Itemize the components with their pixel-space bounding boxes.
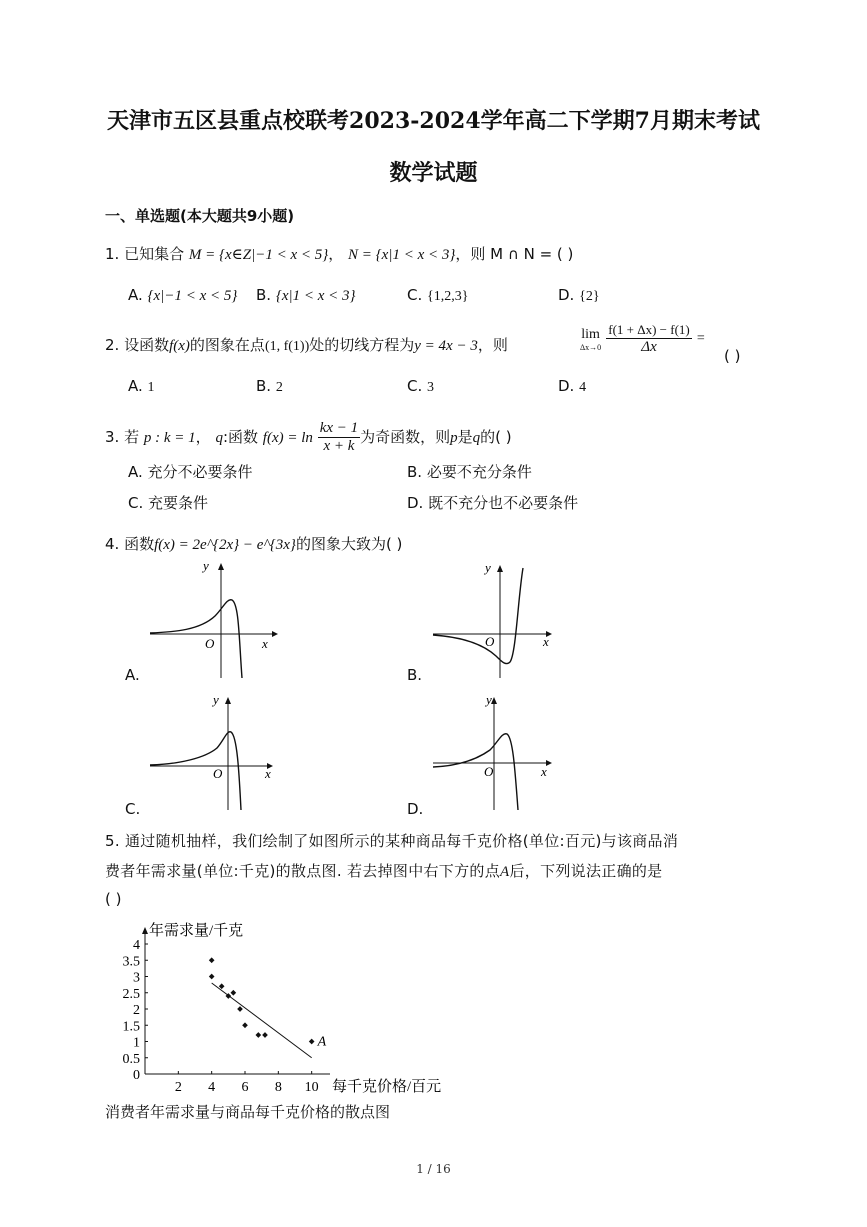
paper-subtitle: 数学试题 — [389, 160, 478, 186]
q4-option-a: A. — [125, 666, 140, 684]
lim-sub: Δx→0 — [580, 342, 602, 352]
q1-option-d — [558, 286, 600, 305]
curve — [433, 734, 518, 810]
q3-option-b — [407, 461, 532, 482]
question-2-stem — [105, 334, 508, 355]
scatter-point — [219, 983, 225, 989]
y-tick-label: 0 — [133, 1068, 140, 1083]
x-arrow — [546, 760, 552, 766]
y-axis-label: 年需求量/千克 — [149, 923, 244, 939]
curve — [150, 732, 241, 810]
x-label: x — [262, 636, 268, 651]
q4-graph-b — [428, 558, 558, 682]
x-label: x — [541, 764, 547, 779]
curve — [433, 568, 523, 664]
x-axis-label: 每千克价格/百元 — [332, 1079, 442, 1095]
option-label: D. — [558, 286, 575, 304]
scatter-chart — [105, 915, 455, 1100]
q2-option-a — [128, 377, 155, 396]
q2-text: 处的切线方程为 — [309, 336, 415, 354]
q2-point: (1, f(1)) — [264, 339, 310, 354]
q1-suffix: ，则 M ∩ N = ( ) — [455, 245, 574, 263]
q4-graph-a — [145, 558, 280, 682]
option-text: 充分不必要条件 — [147, 463, 253, 481]
page-number: 1 / 16 — [416, 1162, 451, 1176]
q2-text: ，则 — [477, 336, 508, 354]
option-text: 既不充分也不必要条件 — [428, 494, 579, 512]
y-tick-label: 3 — [133, 970, 140, 986]
q4-option-d: D. — [407, 800, 424, 818]
y-tick-label: 0.5 — [122, 1051, 140, 1067]
question-1-stem — [105, 243, 573, 264]
y-label: y — [485, 560, 491, 575]
frac-den: Δx — [641, 339, 657, 355]
x-tick-label: 8 — [274, 1080, 282, 1095]
q1-set-n: N = {x|1 < x < 3} — [348, 247, 456, 263]
option-text: 充要条件 — [148, 494, 209, 512]
option-label: B. — [256, 286, 272, 304]
option-text: {2} — [579, 289, 600, 304]
option-label: B. — [407, 463, 423, 481]
q3-fx: f(x) = ln — [262, 430, 313, 446]
q3-q2: q — [472, 430, 481, 446]
section-heading: 一、单选题(本大题共9小题) — [105, 207, 295, 225]
q4-option-b: B. — [407, 666, 423, 684]
option-label: C. — [407, 286, 423, 304]
q5-text: 后，下列说法正确的是 — [509, 862, 663, 880]
y-tick-label: 2 — [133, 1003, 140, 1018]
x-tick-label: 10 — [304, 1080, 319, 1095]
q3-text: 为奇函数，则 — [360, 428, 451, 446]
option-text: {x|1 < x < 3} — [275, 288, 356, 304]
y-arrow — [142, 927, 148, 934]
option-label: C. — [128, 494, 144, 512]
y-label: y — [486, 692, 492, 707]
scatter-point — [231, 990, 237, 996]
q3-comma: ， — [195, 428, 211, 446]
q4-suffix: 的图象大致为( ) — [295, 535, 403, 553]
q1-option-b — [256, 286, 356, 305]
q3-p2: p — [450, 430, 458, 446]
option-text: 1 — [147, 380, 155, 395]
frac-den: x + k — [323, 438, 355, 454]
origin-label: O — [205, 636, 215, 651]
option-label: B. — [256, 377, 272, 395]
x-tick-label: 6 — [241, 1080, 249, 1095]
y-tick-label: 3.5 — [122, 954, 140, 970]
q3-suffix: 的( ) — [480, 428, 512, 446]
origin-label: O — [484, 764, 494, 779]
q1-prefix: 1. 已知集合 — [105, 245, 185, 263]
scatter-layer — [123, 921, 442, 1095]
scatter-point — [309, 1039, 315, 1045]
q5-point-a: A — [500, 864, 510, 880]
lim-text: lim — [581, 326, 600, 342]
y-label: y — [213, 692, 219, 707]
q4-fx: f(x) = 2e^{2x} − e^{3x} — [154, 537, 296, 553]
y-tick-label: 2.5 — [122, 986, 140, 1002]
q4-graph-d — [428, 690, 558, 814]
q2-paren: ( ) — [724, 347, 741, 365]
q1-option-c — [407, 286, 468, 305]
q3-prefix: 3. 若 — [105, 428, 140, 446]
q1-set-m: M = {x∈Z|−1 < x < 5} — [188, 247, 329, 263]
q2-text: 的图象在点 — [189, 336, 265, 354]
paper-title: 天津市五区县重点校联考2023-2024学年高二下学期7月期末考试 — [107, 108, 760, 134]
trend-line — [212, 983, 312, 1058]
q3-text: :函数 — [222, 428, 259, 446]
q3-q: q — [215, 430, 223, 446]
q3-fraction — [318, 420, 360, 455]
question-4-stem — [105, 533, 402, 554]
curve — [150, 600, 242, 678]
q2-option-c — [407, 377, 434, 396]
scatter-point — [262, 1032, 268, 1038]
q3-text: 是 — [457, 428, 473, 446]
x-tick-label: 4 — [208, 1080, 216, 1095]
point-label: A — [317, 1034, 327, 1050]
q4-graph-c — [145, 690, 280, 814]
option-text: 3 — [427, 380, 435, 395]
q1-comma: ， — [328, 245, 344, 263]
q2-limit — [580, 322, 705, 356]
y-tick-label: 1 — [133, 1035, 140, 1051]
origin-label: O — [213, 766, 223, 781]
q3-option-a — [128, 461, 253, 482]
option-label: A. — [128, 286, 143, 304]
q5-text: 费者年需求量(单位:千克)的散点图. 若去掉图中右下方的点 — [105, 862, 500, 880]
option-text: {1,2,3} — [427, 289, 469, 304]
y-label: y — [203, 558, 209, 573]
scatter-point — [256, 1032, 262, 1038]
x-label: x — [543, 634, 549, 649]
option-text: 4 — [579, 380, 587, 395]
y-tick-label: 1.5 — [122, 1019, 140, 1035]
frac-num: f(1 + Δx) − f(1) — [608, 322, 690, 337]
q2-line: y = 4x − 3 — [414, 338, 478, 354]
option-text: 必要不充分条件 — [426, 463, 532, 481]
question-5-line2 — [105, 860, 662, 881]
option-text: {x|−1 < x < 5} — [147, 288, 238, 304]
q3-option-c — [128, 492, 208, 513]
q2-option-b — [256, 377, 283, 396]
q2-fx: f(x) — [169, 338, 190, 354]
q2-prefix: 2. 设函数 — [105, 336, 170, 354]
y-arrow — [497, 565, 503, 572]
scatter-point — [237, 1006, 243, 1012]
option-label: D. — [558, 377, 575, 395]
option-label: A. — [128, 463, 143, 481]
q2-option-d — [558, 377, 586, 396]
option-label: C. — [407, 377, 423, 395]
question-3-stem — [105, 420, 512, 455]
option-label: A. — [128, 377, 143, 395]
question-5-line1: 5. 通过随机抽样，我们绘制了如图所示的某种商品每千克价格(单位:百元)与该商品消 — [105, 832, 679, 850]
q3-p: p : k = 1 — [143, 430, 196, 446]
chart-caption: 消费者年需求量与商品每千克价格的散点图 — [105, 1105, 391, 1121]
y-arrow — [491, 697, 497, 704]
scatter-point — [209, 957, 215, 963]
origin-label: O — [485, 634, 495, 649]
y-arrow — [225, 697, 231, 704]
q2-fraction — [606, 322, 692, 356]
q4-option-c: C. — [125, 800, 141, 818]
q5-paren: ( ) — [105, 890, 122, 908]
y-tick-label: 4 — [133, 938, 140, 953]
q1-option-a — [128, 286, 237, 305]
equals: = — [696, 331, 705, 346]
scatter-point — [209, 974, 215, 980]
option-label: D. — [407, 494, 424, 512]
q3-option-d — [407, 492, 578, 513]
q4-prefix: 4. 函数 — [105, 535, 155, 553]
x-label: x — [265, 766, 271, 781]
y-arrow — [218, 563, 224, 570]
option-text: 2 — [275, 380, 283, 395]
x-arrow — [272, 631, 278, 637]
scatter-point — [242, 1022, 248, 1028]
frac-num: kx − 1 — [319, 420, 359, 436]
x-tick-label: 2 — [174, 1080, 182, 1095]
